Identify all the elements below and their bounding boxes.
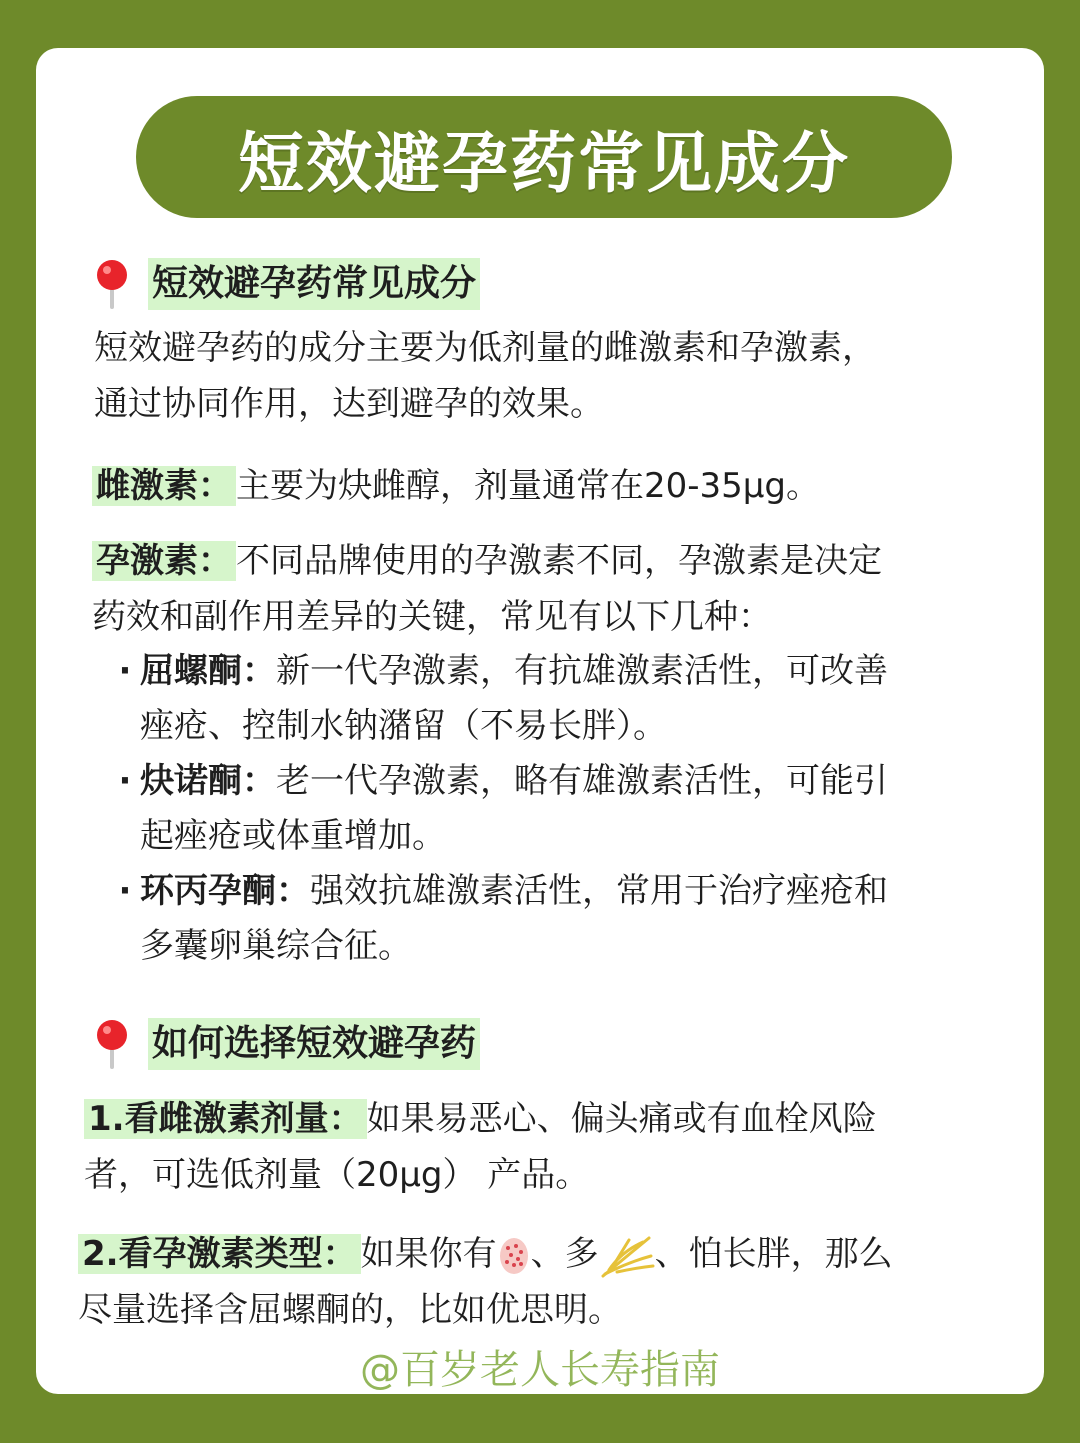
progestin-label: 孕激素：	[92, 541, 236, 581]
content-card	[36, 48, 1044, 1394]
item1-text: 者，可选低剂量（20μg） 产品。	[84, 1155, 590, 1195]
estrogen-text: 主要为炔雌醇，剂量通常在20-35μg。	[236, 466, 821, 506]
section2-heading	[92, 1018, 480, 1070]
acne-icon	[497, 1236, 531, 1276]
bullet-text: 多囊卵巢综合征。	[140, 926, 412, 966]
progestin-paragraph	[92, 533, 882, 645]
select-item-1	[84, 1091, 877, 1203]
progestin-text: 不同品牌使用的孕激素不同，孕激素是决定	[236, 541, 882, 581]
bullet-text: 老一代孕激素，略有雄激素活性，可能引	[276, 761, 888, 801]
item2-text: 尽量选择含屈螺酮的，比如优思明。	[78, 1290, 622, 1330]
bullet-name: 环丙孕酮：	[140, 871, 310, 911]
bullet-name: 屈螺酮：	[140, 651, 276, 691]
hair-icon	[599, 1232, 655, 1280]
item2-text: 、多	[530, 1234, 599, 1274]
progestin-text: 药效和副作用差异的关键，常见有以下几种：	[92, 597, 772, 637]
list-item	[110, 644, 1010, 754]
bullet-mark: ·	[118, 871, 132, 911]
list-item	[110, 864, 1010, 974]
estrogen-label: 雌激素：	[92, 466, 236, 506]
section1-heading-text: 短效避孕药常见成分	[148, 258, 480, 310]
item1-label: 1.看雌激素剂量：	[84, 1099, 367, 1139]
page-title: 短效避孕药常见成分	[238, 124, 850, 202]
item2-text: 、怕长胖，那么	[654, 1234, 893, 1274]
item2-label: 2.看孕激素类型：	[78, 1234, 361, 1274]
footer-watermark: @百岁老人长寿指南	[360, 1347, 720, 1393]
bullet-text: 新一代孕激素，有抗雄激素活性，可改善	[276, 651, 888, 691]
intro-line: 通过协同作用，达到避孕的效果。	[94, 384, 604, 424]
progestin-list	[110, 644, 1010, 974]
title-banner	[136, 96, 952, 218]
list-item	[110, 754, 1010, 864]
section1-heading	[92, 258, 480, 310]
estrogen-paragraph	[92, 458, 820, 514]
bullet-mark: ·	[118, 651, 132, 691]
pushpin-icon	[92, 259, 132, 309]
section2-heading-text: 如何选择短效避孕药	[148, 1018, 480, 1070]
section1-intro	[94, 320, 876, 432]
item2-text: 如果你有	[360, 1234, 497, 1274]
bullet-text: 强效抗雄激素活性，常用于治疗痤疮和	[310, 871, 888, 911]
pushpin-icon	[92, 1019, 132, 1069]
bullet-name: 炔诺酮：	[140, 761, 276, 801]
intro-line: 短效避孕药的成分主要为低剂量的雌激素和孕激素，	[94, 328, 876, 368]
select-item-2	[78, 1226, 893, 1338]
bullet-text: 痤疮、控制水钠潴留（不易长胖）。	[140, 706, 667, 746]
bullet-text: 起痤疮或体重增加。	[140, 816, 446, 856]
bullet-mark: ·	[118, 761, 132, 801]
item1-text: 如果易恶心、偏头痛或有血栓风险	[366, 1099, 877, 1139]
